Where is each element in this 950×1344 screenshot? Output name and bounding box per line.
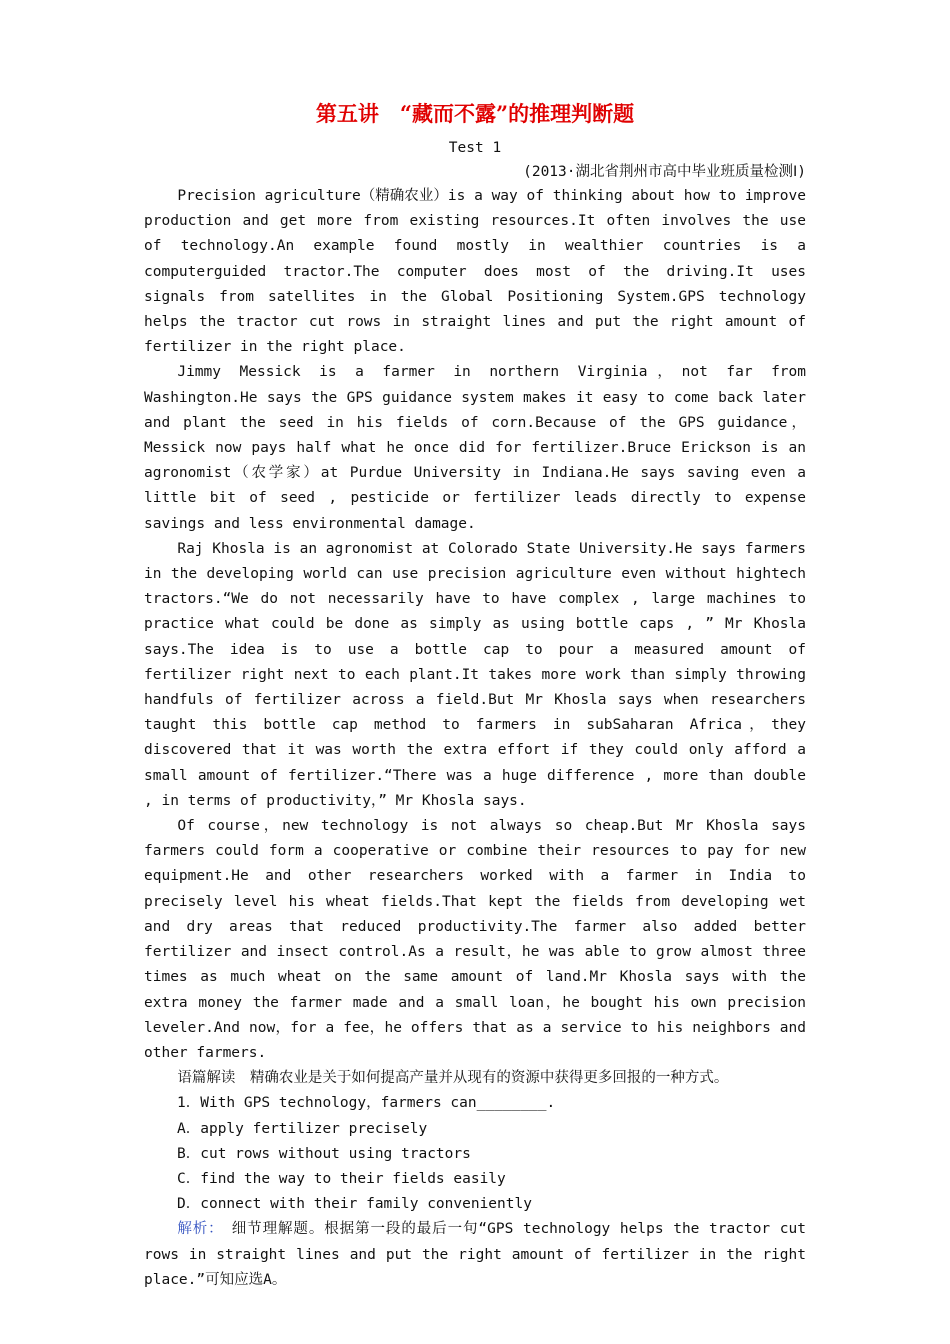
answer-analysis: [144, 1217, 806, 1293]
analysis-label: 解析：: [177, 1221, 217, 1238]
lesson-title: 第五讲 “藏而不露”的推理判断题: [315, 101, 635, 126]
passage-summary: 语篇解读 精确农业是关于如何提高产量并从现有的资源中获得更多回报的一种方式。: [177, 1070, 729, 1087]
option-a: A．apply fertilizer precisely: [177, 1120, 428, 1137]
passage-paragraph-4: Of course，new technology is not always so cheap.But Mr Khosla says farmers could form a cooperative or combine their resources to pay for new equipment.He and other researchers worked with a farmer in India to precisely level his wheat fields.That kept the fields from developing wet and dry areas that reduced productivity.The farmer also added better fertilizer and insect control.As a result，he was able to grow almost three times as much wheat on the same amount of land.Mr Khosla says with the extra money the farmer made and a small loan，he bought his own precision leveler.And now，for a fee，he offers that as a service to his neighbors and other farmers.: [144, 818, 806, 1061]
analysis-text: 细节理解题。根据第一段的最后一句“GPS technology helps the tractor cut rows in straight lines and put the right amount of fertilizer in the right place.”可知应选A。: [144, 1221, 806, 1288]
passage-paragraph-2: Jimmy Messick is a farmer in northern Virginia，not far from Washington.He says the GPS guidance system makes it easy to come back later and plant the seed in his fields of corn.Because of the GPS guidance，Messick now pays half what he once did for fertilizer.Bruce Erickson is an agronomist（农学家）at Purdue University in Indiana.He says saving even a little bit of seed , pesticide or fertilizer leads directly to expense savings and less environmental damage.: [144, 364, 806, 532]
option-c: C．find the way to their fields easily: [177, 1170, 506, 1187]
option-b: B．cut rows without using tractors: [177, 1145, 471, 1162]
question-1: 1．With GPS technology，farmers can________.: [177, 1095, 556, 1112]
document-content: [144, 98, 806, 1293]
test-label: Test 1: [448, 140, 502, 156]
option-d: D．connect with their family conveniently: [177, 1196, 532, 1213]
passage-paragraph-1: Precision agriculture（精确农业）is a way of thinking about how to improve production and get more from existing resources.It often involves the use of technology.An example found mostly in wealthier countries is a computerguided tractor.The computer does most of the driving.It uses signals from satellites in the Global Positioning System.GPS technology helps the tractor cut rows in straight lines and put the right amount of fertilizer in the right place.: [144, 188, 806, 356]
source-note: (2013·湖北省荆州市高中毕业班质量检测Ⅰ): [523, 164, 806, 180]
passage-paragraph-3: Raj Khosla is an agronomist at Colorado State University.He says farmers in the developing world can use precision agriculture even without hightech tractors.“We do not necessarily have to have complex , large machines to practice what could be done as simply as using bottle caps , ” Mr Khosla says.The idea is to use a bottle cap to pour a measured amount of fertilizer right next to each plant.It takes more work than simply throwing handfuls of fertilizer across a field.But Mr Khosla says when researchers taught this bottle cap method to farmers in subSaharan Africa，they discovered that it was worth the extra effort if they could only afford a small amount of fertilizer.“There was a huge difference , more than double , in terms of productivity，” Mr Khosla says.: [144, 540, 806, 809]
